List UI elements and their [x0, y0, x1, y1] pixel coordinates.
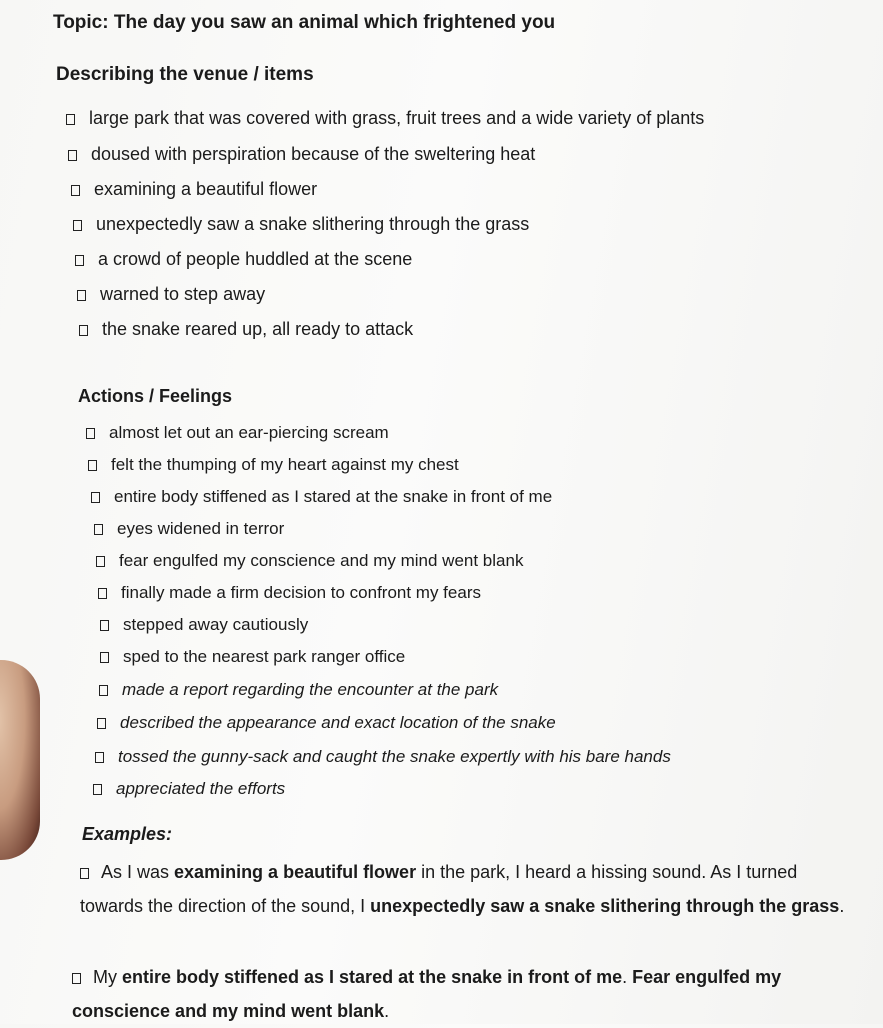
- checkbox-icon[interactable]: [93, 784, 102, 795]
- action-item: tossed the gunny-sack and caught the snake expertly with his bare hands: [95, 746, 671, 768]
- action-item: finally made a firm decision to confront my fears: [98, 582, 481, 604]
- venue-item: a crowd of people huddled at the scene: [75, 248, 412, 270]
- checkbox-icon[interactable]: [100, 620, 109, 631]
- checkbox-icon[interactable]: [96, 556, 105, 567]
- page-title: Topic: The day you saw an animal which frightened you: [53, 12, 556, 33]
- action-item: sped to the nearest park ranger office: [100, 646, 405, 668]
- checkbox-icon[interactable]: [80, 868, 89, 879]
- action-item: appreciated the efforts: [93, 778, 285, 800]
- checkbox-icon[interactable]: [66, 114, 75, 125]
- venue-item: unexpectedly saw a snake slithering through the grass: [73, 213, 529, 235]
- action-item: described the appearance and exact location of the snake: [97, 712, 556, 734]
- examples-heading: Examples:: [82, 824, 173, 844]
- checkbox-icon[interactable]: [100, 652, 109, 663]
- actions-heading: Actions / Feelings: [78, 386, 233, 406]
- checkbox-icon[interactable]: [97, 718, 106, 729]
- checkbox-icon[interactable]: [71, 185, 80, 196]
- example-paragraph-2: My entire body stiffened as I stared at the snake in front of me. Fear engulfed my conscience and my mind went blank.: [72, 967, 782, 1021]
- venue-item: the snake reared up, all ready to attack: [79, 318, 413, 340]
- checkbox-icon[interactable]: [99, 685, 108, 696]
- venue-item: large park that was covered with grass, fruit trees and a wide variety of plants: [66, 107, 704, 129]
- action-item: entire body stiffened as I stared at the snake in front of me: [91, 486, 552, 508]
- venue-heading: Describing the venue / items: [56, 64, 314, 85]
- example-paragraph-1: As I was examining a beautiful flower in the park, I heard a hissing sound. As I turned towards the direction of the sound, I unexpectedly saw a snake slithering through the grass.: [80, 862, 845, 916]
- action-item: stepped away cautiously: [100, 614, 308, 636]
- checkbox-icon[interactable]: [95, 752, 104, 763]
- checkbox-icon[interactable]: [68, 150, 77, 161]
- finger-photo-edge: [0, 660, 40, 860]
- checkbox-icon[interactable]: [77, 290, 86, 301]
- action-item: made a report regarding the encounter at the park: [99, 679, 498, 701]
- venue-item: examining a beautiful flower: [71, 178, 317, 200]
- checkbox-icon[interactable]: [86, 428, 95, 439]
- checkbox-icon[interactable]: [94, 524, 103, 535]
- checkbox-icon[interactable]: [79, 325, 88, 336]
- checkbox-icon[interactable]: [98, 588, 107, 599]
- action-item: felt the thumping of my heart against my chest: [88, 454, 459, 476]
- checkbox-icon[interactable]: [88, 460, 97, 471]
- checkbox-icon[interactable]: [72, 973, 81, 984]
- action-item: fear engulfed my conscience and my mind went blank: [96, 550, 523, 572]
- venue-item: doused with perspiration because of the sweltering heat: [68, 143, 535, 165]
- action-item: almost let out an ear-piercing scream: [86, 422, 389, 444]
- venue-item: warned to step away: [77, 283, 265, 305]
- checkbox-icon[interactable]: [91, 492, 100, 503]
- checkbox-icon[interactable]: [75, 255, 84, 266]
- checkbox-icon[interactable]: [73, 220, 82, 231]
- action-item: eyes widened in terror: [94, 518, 284, 540]
